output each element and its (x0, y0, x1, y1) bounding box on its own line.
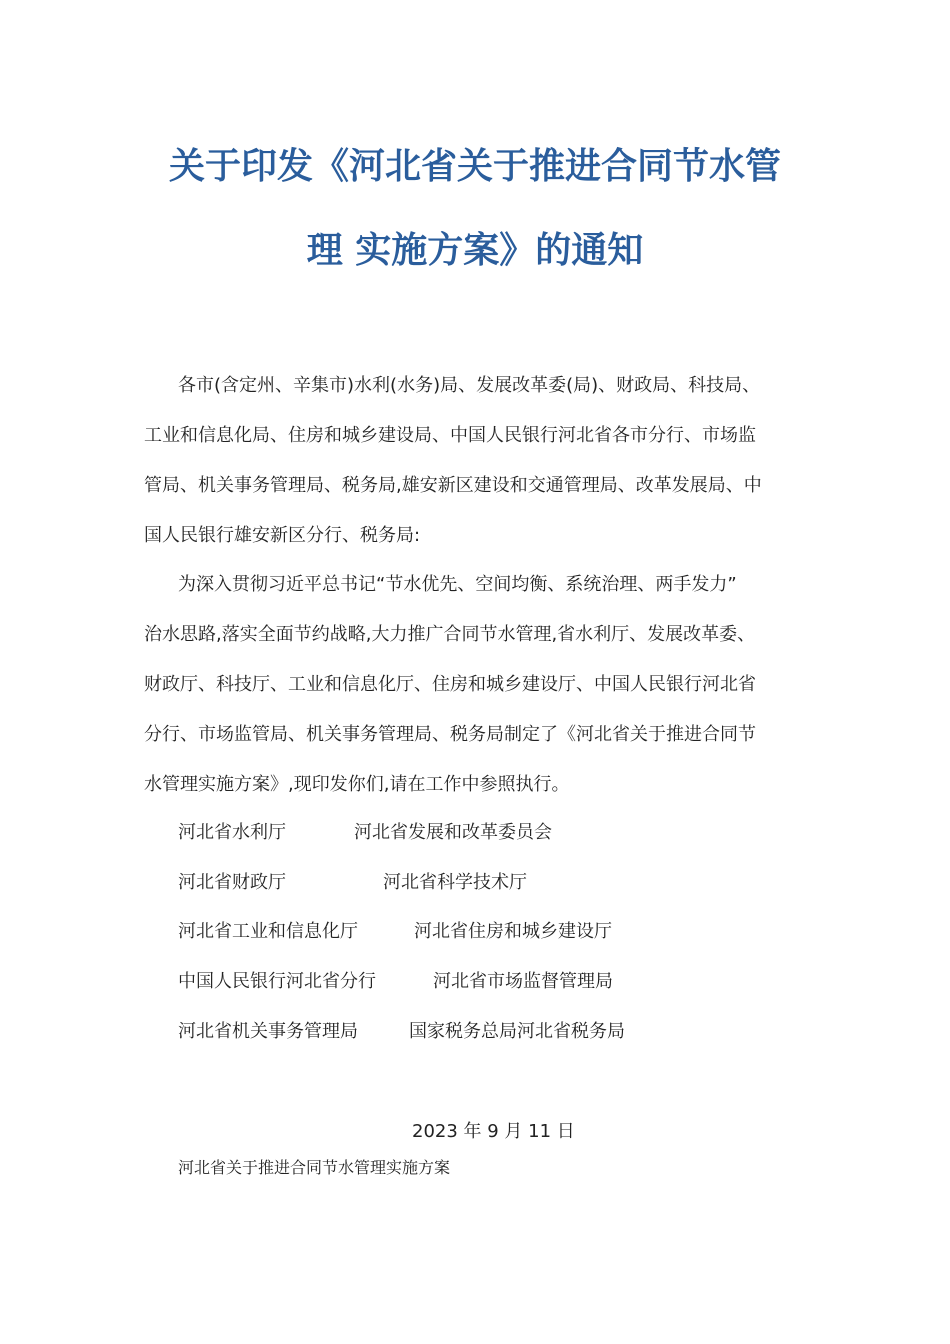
signatory-left: 河北省财政厅 (178, 872, 286, 893)
signatory-row (178, 919, 612, 945)
signatory-row (178, 870, 527, 896)
body-line: 治水思路,落实全面节约战略,大力推广合同节水管理,省水利厅、发展改革委、 (144, 624, 756, 645)
addressee-line: 国人民银行雄安新区分行、税务局: (144, 525, 421, 546)
signatory-left: 河北省机关事务管理局 (178, 1021, 358, 1042)
addressee-paragraph (144, 373, 802, 549)
document-title (140, 142, 810, 276)
signatory-left: 中国人民银行河北省分行 (178, 971, 376, 992)
attachment-title: 河北省关于推进合同节水管理实施方案 (178, 1158, 451, 1177)
signatory-right: 河北省住房和城乡建设厅 (414, 921, 612, 942)
signatory-row (178, 1019, 625, 1045)
signatory-right: 河北省市场监督管理局 (433, 971, 613, 992)
signatory-right: 国家税务总局河北省税务局 (409, 1021, 625, 1042)
addressee-line: 工业和信息化局、住房和城乡建设局、中国人民银行河北省各市分行、市场监 (144, 425, 756, 446)
body-line: 为深入贯彻习近平总书记“节水优先、空间均衡、系统治理、两手发力” (178, 574, 737, 595)
body-line: 分行、市场监管局、机关事务管理局、税务局制定了《河北省关于推进合同节 (144, 724, 756, 745)
signatory-left: 河北省水利厅 (178, 822, 286, 843)
title-line-2: 理 实施方案》的通知 (306, 230, 644, 271)
body-paragraph (144, 572, 802, 798)
signatory-left: 河北省工业和信息化厅 (178, 921, 358, 942)
signatory-row (178, 969, 613, 995)
signatory-right: 河北省发展和改革委员会 (354, 822, 552, 843)
body-line: 财政厅、科技厅、工业和信息化厅、住房和城乡建设厅、中国人民银行河北省 (144, 674, 756, 695)
body-line: 水管理实施方案》,现印发你们,请在工作中参照执行。 (144, 774, 570, 795)
issue-date: 2023 年 9 月 11 日 (412, 1121, 575, 1142)
signatory-row (178, 820, 552, 846)
signatory-right: 河北省科学技术厅 (383, 872, 527, 893)
addressee-line: 管局、机关事务管理局、税务局,雄安新区建设和交通管理局、改革发展局、中 (144, 475, 762, 496)
title-line-1: 关于印发《河北省关于推进合同节水管 (168, 146, 781, 187)
addressee-line: 各市(含定州、辛集市)水利(水务)局、发展改革委(局)、财政局、科技局、 (178, 375, 761, 396)
